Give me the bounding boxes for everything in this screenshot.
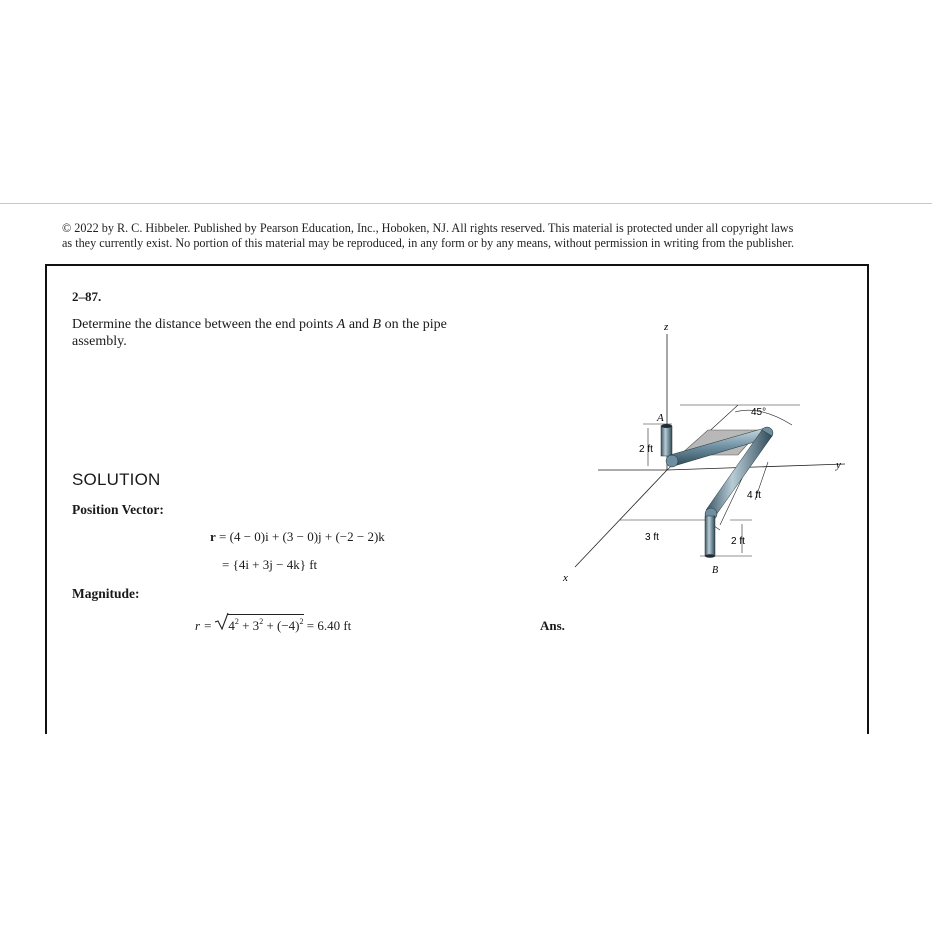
pipe-end-b — [705, 554, 715, 558]
magnitude-r-symbol: r = — [195, 618, 213, 633]
sqrt-symbol: $4^2 + 3^2 + (-4)^2$ — [215, 614, 303, 634]
pipe-b-vertical — [705, 516, 715, 556]
magnitude-equation — [195, 614, 351, 634]
dimension-2ft-top: 2 ft — [639, 444, 653, 455]
answer-label: Ans. — [540, 618, 565, 633]
angle-45-label: 45° — [751, 407, 767, 418]
pipe-end-a — [661, 424, 672, 428]
problem-text-1: Determine the distance between the end points — [72, 317, 337, 332]
dimension-3ft: 3 ft — [645, 532, 659, 543]
magnitude-result: = 6.40 ft — [303, 618, 352, 633]
axis-x-label: x — [563, 572, 568, 584]
position-vector-expression: = (4 − 0)i + (3 − 0)j + (−2 − 2)k — [215, 529, 385, 544]
position-vector-heading: Position Vector: — [72, 502, 164, 517]
y-axis — [667, 464, 845, 470]
point-b-label: B — [712, 565, 719, 576]
sqrt-rest: + (−4) — [263, 618, 300, 633]
dimension-2ft-bottom: 2 ft — [731, 536, 745, 547]
copyright-line-2: as they currently exist. No portion of this material may be reproduced, in any form or by any means, without permission in writing from the publisher. — [62, 236, 795, 250]
position-vector-equation — [210, 529, 385, 545]
problem-number: 2–87. — [72, 289, 102, 304]
pipe-assembly-figure — [560, 310, 860, 600]
magnitude-heading: Magnitude: — [72, 586, 140, 601]
problem-statement — [72, 316, 452, 350]
axis-z-label: z — [664, 321, 669, 333]
solution-heading: SOLUTION — [72, 470, 161, 489]
vector-r-symbol: r — [210, 529, 216, 544]
problem-point-a: A — [336, 317, 346, 332]
position-vector-result: = {4i + 3j − 4k} ft — [222, 557, 318, 572]
pipe-a-vertical — [661, 426, 672, 456]
top-divider — [0, 203, 932, 204]
copyright-line-1: © 2022 by R. C. Hibbeler. Published by Pearson Education, Inc., Hoboken, NJ. All rights reserved. This material is protected under all copyright laws — [62, 221, 794, 235]
radical-sign — [215, 612, 229, 630]
dimension-4ft: 4 ft — [747, 490, 761, 501]
axis-y-label: y — [836, 459, 841, 471]
copyright-notice — [62, 221, 862, 251]
problem-point-b: B — [372, 317, 382, 332]
point-a-label: A — [657, 412, 664, 424]
problem-text-2: on the pipe assembly. — [72, 317, 447, 349]
problem-text-and: and — [345, 317, 373, 332]
x-axis — [575, 470, 667, 567]
